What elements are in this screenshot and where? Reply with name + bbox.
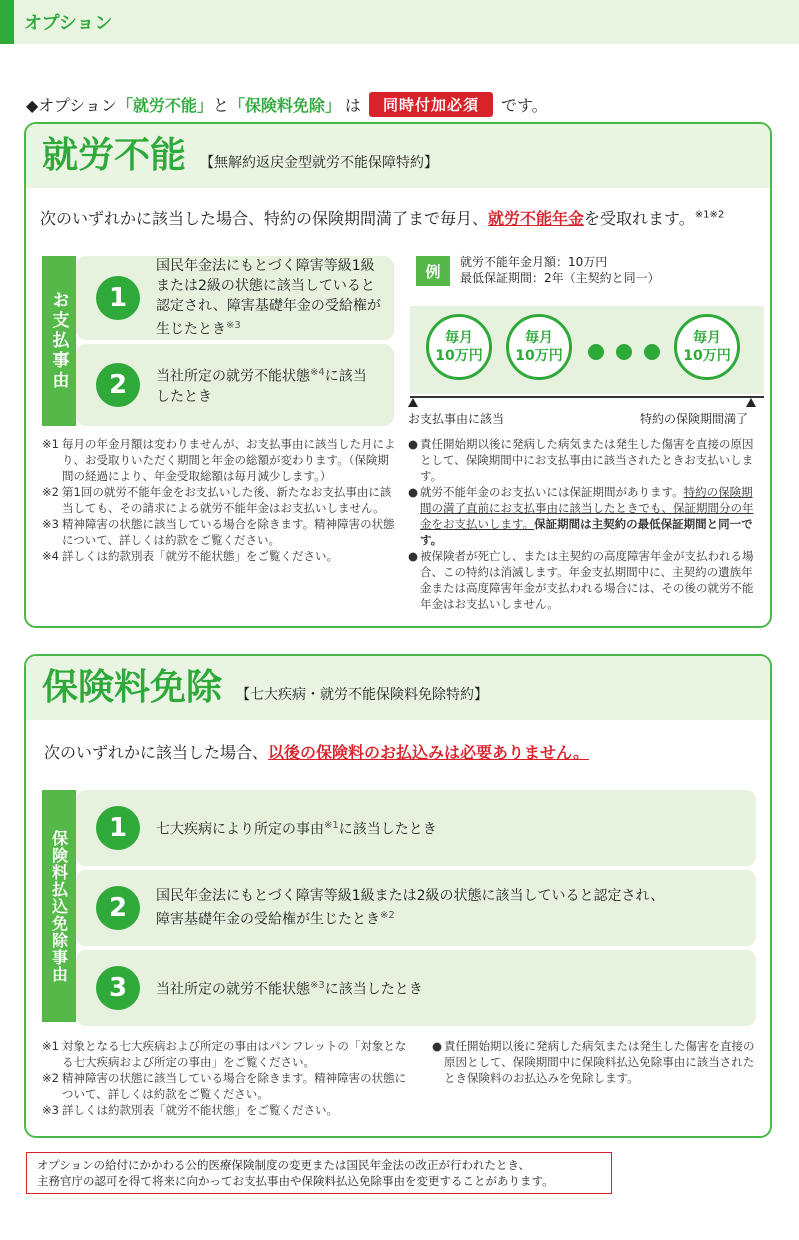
condition-text (156, 363, 376, 407)
condition-text (156, 886, 664, 930)
section2-condition-2 (76, 870, 756, 946)
section1-lead (40, 206, 724, 229)
section1-condition-2 (76, 344, 394, 426)
note-key: ※1 (42, 1039, 59, 1053)
condition-number: 1 (96, 806, 140, 850)
note-text: 詳しくは約款別表「就労不能状態」をご覧ください。 (62, 549, 338, 563)
note-item (42, 436, 398, 484)
bubble-top: 毎月 (693, 330, 721, 346)
bullet-text-bold: 保証期間は主契約の最低保証期間と同一です。 (420, 517, 753, 547)
note-item (42, 1038, 414, 1070)
note-item (42, 516, 398, 548)
condition-1-text2: に該当したとき (338, 821, 437, 838)
timeline-line (410, 396, 764, 398)
bullet-item (432, 1038, 758, 1086)
section2-title: 保険料免除 (42, 667, 223, 708)
bubble-top: 毎月 (445, 330, 473, 346)
condition-3-note: ※3 (310, 980, 325, 992)
condition-text (156, 256, 384, 340)
condition-2-note: ※2 (380, 910, 395, 922)
intro-item-2: 「保険料免除」 (228, 96, 341, 115)
section1-subtitle: 【無解約返戻金型就労不能保障特約】 (200, 155, 439, 171)
condition-1-text: 国民年金法にもとづく障害等級1級または2級の状態に該当していると認定され、障害基礎年金の受給権が生じたとき (156, 258, 381, 338)
ellipsis-dot (588, 344, 604, 360)
condition-2-text: 国民年金法にもとづく障害等級1級または2級の状態に該当していると認定され、 (156, 888, 665, 905)
condition-2-text2: に該当したとき (156, 368, 367, 405)
condition-number: 2 (96, 363, 140, 407)
note-text: 精神障害の状態に該当している場合を除きます。精神障害の状態について、詳しくは約款をご覧ください。 (62, 517, 395, 547)
timeline-start-marker (408, 398, 418, 407)
section1-condition-1 (76, 256, 394, 340)
note-item (42, 484, 398, 516)
bullet-item (408, 484, 760, 548)
note-key: ※3 (42, 517, 59, 531)
condition-2-note: ※4 (310, 367, 325, 379)
footer-line-2: 主務官庁の認可を得て将来に向かってお支払事由や保険料払込免除事由を変更することがあります。 (37, 1174, 554, 1188)
bullet-dot: ● (408, 485, 419, 499)
ellipsis-dot (644, 344, 660, 360)
bullet-dot: ● (408, 437, 419, 451)
note-text: 詳しくは約款別表「就労不能状態」をご覧ください。 (62, 1103, 338, 1117)
note-text: 精神障害の状態に該当している場合を除きます。精神障害の状態について、詳しくは約款をご覧ください。 (62, 1071, 407, 1101)
condition-2-line2 (156, 906, 664, 930)
footer-note (26, 1152, 612, 1194)
section1-head (26, 124, 770, 188)
bubble-top: 毎月 (525, 330, 553, 346)
intro-item-1: 「就労不能」 (116, 96, 213, 115)
intro-line (26, 92, 548, 117)
condition-3-text2: に該当したとき (324, 981, 423, 998)
note-text: 毎月の年金月額は変わりませんが、お支払事由に該当した月により、お受取りいただく期間と年金の総額が変わります。（保険期間の経過により、年金受取総額は毎月減少します。） (62, 437, 396, 483)
note-key: ※2 (42, 1071, 59, 1085)
bubble-bottom: 10万円 (515, 348, 563, 364)
note-item (42, 548, 398, 564)
note-text: 第1回の就労不能年金をお支払いした後、新たなお支払事由に該当しても、その請求による就労不能年金はお支払いしません。 (62, 485, 392, 515)
section1-notes-right (408, 436, 760, 612)
section2-lead-red: 以後の保険料のお払込みは必要ありません。 (268, 743, 589, 762)
timeline-end-label: 特約の保険期間満了 (640, 412, 749, 426)
bullet-dot: ● (432, 1039, 443, 1053)
intro-prefix: ◆オプション (26, 96, 117, 115)
example-line-2: 最低保証期間：2年（主契約と同一） (460, 271, 660, 285)
section2-lead-pre: 次のいずれかに該当した場合、 (44, 743, 269, 762)
example-line-1: 就労不能年金月額：10万円 (460, 255, 608, 269)
header-title: オプション (24, 13, 113, 34)
section2-notes-right (432, 1038, 758, 1086)
monthly-bubble (506, 314, 572, 380)
section2-head (26, 656, 770, 720)
condition-1-text: 七大疾病により所定の事由 (156, 821, 324, 838)
section2-condition-3 (76, 950, 756, 1026)
condition-1-note: ※3 (226, 320, 241, 332)
condition-number: 3 (96, 966, 140, 1010)
section1-lead-pre: 次のいずれかに該当した場合、特約の保険期間満了まで毎月、 (40, 209, 489, 228)
timeline-start-label: お支払事由に該当 (408, 412, 505, 426)
example-lines (460, 254, 660, 286)
bullet-text-pre: 就労不能年金のお支払いには保証期間があります。 (420, 485, 684, 499)
section1-lead-post: を受取れます。 (584, 209, 695, 228)
note-key: ※1 (42, 437, 59, 451)
condition-number: 2 (96, 886, 140, 930)
monthly-bubble (674, 314, 740, 380)
section1-title: 就労不能 (42, 135, 187, 176)
example-badge: 例 (416, 256, 450, 286)
condition-text (156, 976, 423, 1000)
bullet-text: 責任開始期以後に発病した病気または発生した傷害を直接の原因として、保険期間中に保険料払込免除事由に該当されたとき保険料のお払込みを免除します。 (444, 1039, 755, 1085)
required-badge: 同時付加必須 (369, 92, 493, 117)
condition-2-text-line2: 障害基礎年金の受給権が生じたとき (156, 911, 380, 928)
note-key: ※4 (42, 549, 59, 563)
ellipsis-dot (616, 344, 632, 360)
section2-subtitle: 【七大疾病・就労不能保険料免除特約】 (236, 687, 489, 703)
condition-text (156, 816, 437, 840)
bullet-dot: ● (408, 549, 419, 563)
header-bar (0, 0, 799, 44)
intro-suffix: です。 (500, 96, 548, 115)
condition-2-text: 当社所定の就労不能状態 (156, 368, 310, 385)
section2-notes-left (42, 1038, 414, 1118)
footer-line-1: オプションの給付にかかわる公的医療保険制度の変更または国民年金法の改正が行われたとき、 (37, 1158, 530, 1172)
bullet-text-underlined: 特約の保険期間の満了直前にお支払事由に該当したときでも、保証期間分の年金をお支払いします。 (420, 485, 754, 531)
bullet-text: 責任開始期以後に発病した病気または発生した傷害を直接の原因として、保険期間中にお支払事由に該当されたときお支払いします。 (420, 437, 754, 483)
bubble-bottom: 10万円 (435, 348, 483, 364)
condition-number: 1 (96, 276, 140, 320)
section2-vertical-label: 保険料払込免除事由 (42, 790, 76, 1022)
bullet-item (408, 548, 760, 612)
intro-wa: は (344, 96, 361, 115)
bullet-text: 被保険者が死亡し、または主契約の高度障害年金が支払われる場合、この特約は消滅します。年金支払期間中に、主契約の遺族年金または高度障害年金が支払われる場合には、その後の就労不能年金はお支払いしません。 (420, 549, 754, 611)
condition-1-note: ※1 (324, 820, 339, 832)
note-item (42, 1102, 414, 1118)
bullet-item (408, 436, 760, 484)
intro-and: と (212, 96, 229, 115)
monthly-bubble (426, 314, 492, 380)
section1-notes-left (42, 436, 398, 564)
note-text: 対象となる七大疾病および所定の事由はパンフレットの「対象となる七大疾病および所定の事由」をご覧ください。 (62, 1039, 407, 1069)
section2-lead (44, 740, 589, 763)
section1-lead-note: ※1※2 (694, 209, 725, 221)
timeline-end-marker (746, 398, 756, 407)
bubble-bottom: 10万円 (683, 348, 731, 364)
section2-condition-1 (76, 790, 756, 866)
condition-3-text: 当社所定の就労不能状態 (156, 981, 310, 998)
note-item (42, 1070, 414, 1102)
note-key: ※3 (42, 1103, 59, 1117)
bullet-text (420, 484, 760, 548)
note-key: ※2 (42, 485, 59, 499)
section1-lead-red: 就労不能年金 (488, 209, 585, 228)
header-accent (0, 0, 14, 44)
section1-vertical-label: お支払事由 (42, 256, 76, 426)
